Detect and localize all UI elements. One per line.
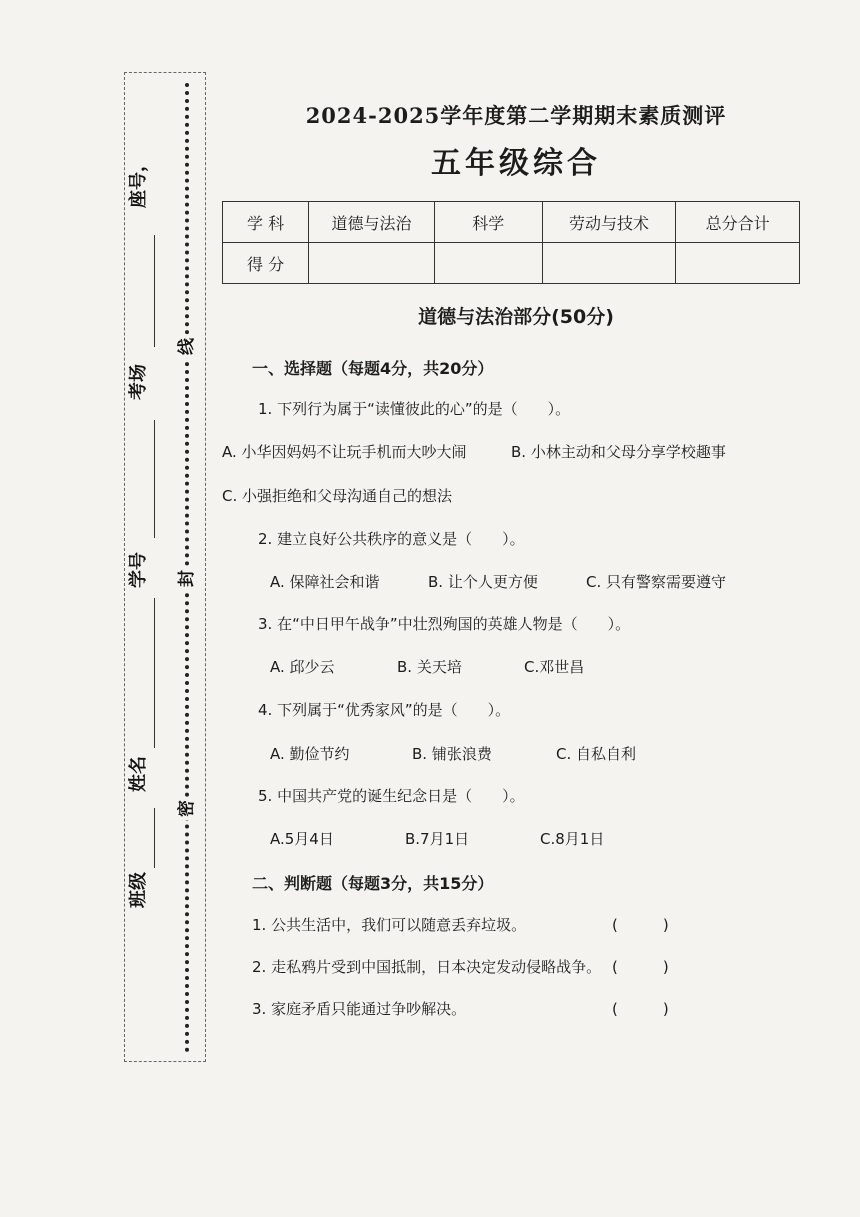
q2-option-a: A. 保障社会和谐 [270, 573, 380, 591]
score-table-header-row [223, 202, 800, 243]
q4-option-a: A. 勤俭节约 [270, 745, 350, 763]
score-row-label: 得 分 [223, 243, 309, 284]
name-blank-line [154, 598, 155, 748]
tf-item-2: 2. 走私鸦片受到中国抵制，日本决定发动侵略战争。 [252, 958, 602, 976]
score-cell-morality[interactable] [309, 243, 435, 284]
student-no-label: 学号 [128, 552, 149, 588]
score-table [222, 201, 800, 284]
exam-title: 2024-2025学年度第二学期期末素质测评 [305, 103, 727, 128]
part2-heading: 二、判断题（每题3分，共15分） [252, 874, 494, 893]
q3-option-a: A. 邱少云 [270, 658, 335, 676]
seal-xian: 线 [172, 335, 197, 358]
score-cell-labor[interactable] [542, 243, 676, 284]
room-label: 考场 [128, 364, 149, 400]
question-3: 3. 在“中日甲午战争”中壮烈殉国的英雄人物是（ ）。 [258, 615, 631, 633]
seal-feng: 封 [172, 567, 197, 590]
q5-option-a: A.5月4日 [270, 830, 334, 848]
tf-item-1: 1. 公共生活中，我们可以随意丢弃垃圾。 [252, 916, 527, 934]
class-label: 班级 [128, 872, 149, 908]
class-blank-line [154, 808, 155, 868]
question-1: 1. 下列行为属于“读懂彼此的心”的是（ ）。 [258, 400, 571, 418]
score-header-science: 科学 [434, 202, 542, 243]
score-header-morality: 道德与法治 [309, 202, 435, 243]
seat-label: 座号 [128, 172, 149, 208]
q5-option-b: B.7月1日 [405, 830, 470, 848]
score-header-total: 总分合计 [676, 202, 800, 243]
seal-mi: 密 [172, 797, 197, 820]
score-table-score-row [223, 243, 800, 284]
tf-item-1-blank[interactable]: ( ) [612, 916, 669, 934]
question-2: 2. 建立良好公共秩序的意义是（ ）。 [258, 530, 525, 548]
tf-item-3: 3. 家庭矛盾只能通过争吵解决。 [252, 1000, 467, 1018]
student-no-blank-line [154, 420, 155, 538]
q3-option-c: C.邓世昌 [524, 658, 585, 676]
tf-item-2-blank[interactable]: ( ) [612, 958, 669, 976]
q2-option-b: B. 让个人更方便 [428, 573, 538, 591]
tf-item-3-blank[interactable]: ( ) [612, 1000, 669, 1018]
seat-comma: ， [128, 154, 149, 172]
q2-option-c: C. 只有警察需要遵守 [586, 573, 727, 591]
question-5: 5. 中国共产党的诞生纪念日是（ ）。 [258, 787, 525, 805]
q3-option-b: B. 关天培 [397, 658, 462, 676]
part1-heading: 一、选择题（每题4分，共20分） [252, 359, 494, 378]
section-title: 道德与法治部分(50分) [418, 306, 614, 328]
q5-option-c: C.8月1日 [540, 830, 605, 848]
q1-option-c: C. 小强拒绝和父母沟通自己的想法 [222, 487, 453, 505]
score-header-labor: 劳动与技术 [542, 202, 676, 243]
name-label: 姓名 [128, 756, 149, 792]
q1-option-a: A. 小华因妈妈不让玩手机而大吵大闹 [222, 443, 467, 461]
question-4: 4. 下列属于“优秀家风”的是（ ）。 [258, 701, 511, 719]
score-header-subject: 学 科 [223, 202, 309, 243]
q1-option-b: B. 小林主动和父母分享学校趣事 [511, 443, 726, 461]
q4-option-c: C. 自私自利 [556, 745, 637, 763]
score-cell-total[interactable] [676, 243, 800, 284]
exam-subtitle: 五年级综合 [431, 146, 601, 181]
room-blank-line [154, 235, 155, 347]
q4-option-b: B. 铺张浪费 [412, 745, 492, 763]
score-cell-science[interactable] [434, 243, 542, 284]
